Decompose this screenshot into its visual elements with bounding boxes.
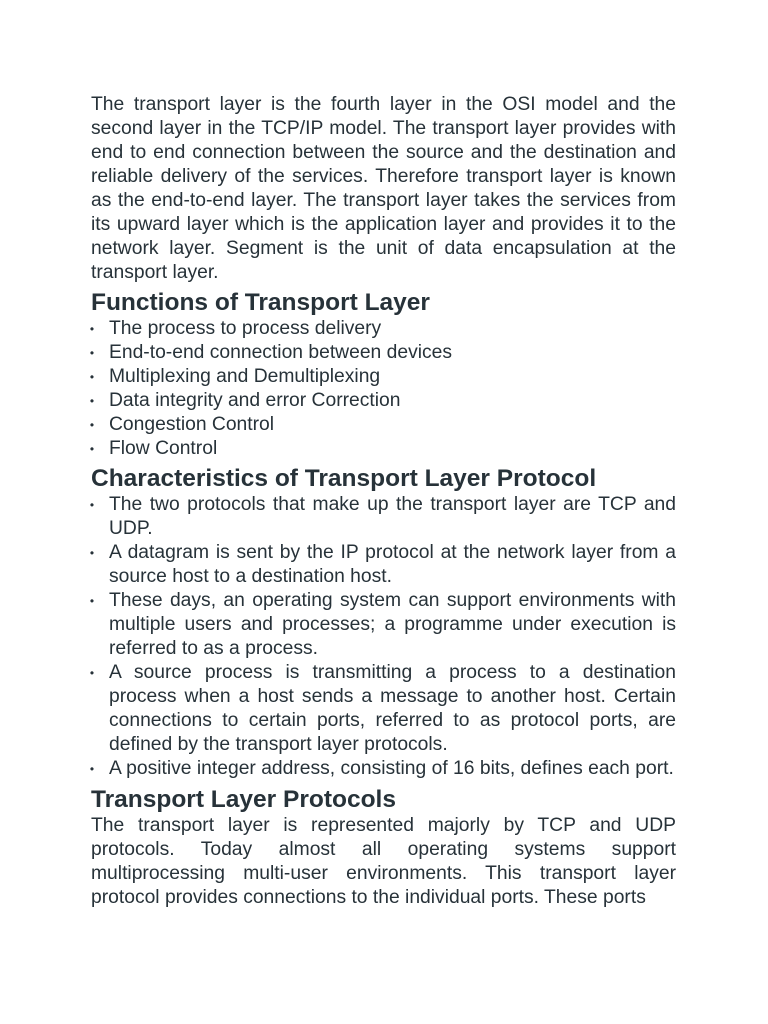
list-item: • Multiplexing and Demultiplexing: [91, 365, 676, 389]
list-item: • Flow Control: [91, 437, 676, 461]
list-item: • The process to process delivery: [91, 317, 676, 341]
bullet-icon: •: [89, 666, 95, 680]
list-item: • A positive integer address, consisting of 16 bits, defines each port.: [91, 757, 676, 781]
bullet-icon: •: [89, 442, 95, 456]
bullet-icon: •: [89, 418, 95, 432]
list-item: • The two protocols that make up the transport layer are TCP and UDP.: [91, 493, 676, 541]
list-item: • End-to-end connection between devices: [91, 341, 676, 365]
bullet-icon: •: [89, 346, 95, 360]
functions-heading: Functions of Transport Layer: [91, 289, 430, 316]
list-item: • These days, an operating system can support environments with multiple users and processes; a programme under execution is referred to as a process.: [91, 589, 676, 661]
list-item: • A datagram is sent by the IP protocol at the network layer from a source host to a destination host.: [91, 541, 676, 589]
bullet-icon: •: [89, 546, 95, 560]
functions-list: [91, 317, 676, 461]
characteristics-heading: Characteristics of Transport Layer Protocol: [91, 465, 597, 492]
bullet-icon: •: [89, 762, 95, 776]
list-item: • A source process is transmitting a process to a destination process when a host sends a message to another host. Certain connections to certain ports, referred to as protocol ports, are defined by the transport layer protocols.: [91, 661, 676, 757]
bullet-icon: •: [89, 594, 95, 608]
document-page: [91, 93, 676, 910]
protocols-paragraph: The transport layer is represented majorly by TCP and UDP protocols. Today almost all operating systems support multiprocessing multi-user environments. This transport layer protocol provides connections to the individual ports. These ports: [91, 815, 676, 908]
protocols-heading: Transport Layer Protocols: [91, 786, 396, 813]
characteristics-list: [91, 493, 676, 781]
bullet-icon: •: [89, 498, 95, 512]
list-item: • Congestion Control: [91, 413, 676, 437]
bullet-icon: •: [89, 394, 95, 408]
intro-paragraph: The transport layer is the fourth layer in the OSI model and the second layer in the TCP/IP model. The transport layer provides with end to end connection between the source and the destination and reliable delivery of the services. Therefore transport layer is known as the end-to-end layer. The transport layer takes the services from its upward layer which is the application layer and provides it to the network layer. Segment is the unit of data encapsulation at the transport layer.: [91, 94, 676, 283]
list-item: • Data integrity and error Correction: [91, 389, 676, 413]
bullet-icon: •: [89, 322, 95, 336]
bullet-icon: •: [89, 370, 95, 384]
